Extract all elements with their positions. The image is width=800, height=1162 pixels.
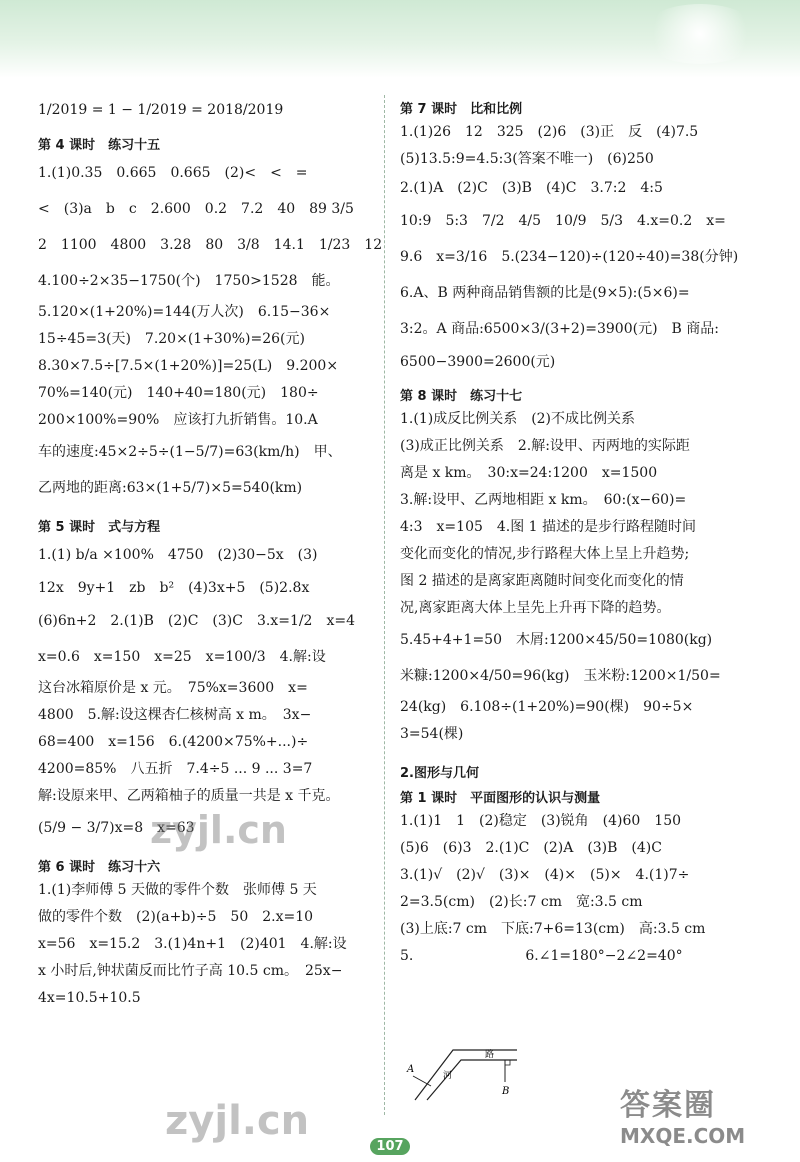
answer-line: 2.(1)A (2)C (3)B (4)C 3.7:2 4:5	[400, 180, 663, 196]
answer-line: 2=3.5(cm) (2)长:7 cm 宽:3.5 cm	[400, 894, 643, 910]
answer-line: 200×100%=90% 应该打九折销售。10.A	[38, 412, 318, 428]
road-river-diagram	[405, 1032, 525, 1102]
answer-line: 变化而变化的情况,步行路程大体上呈上升趋势;	[400, 546, 690, 562]
answer-line: 4:3 x=105 4.图 1 描述的是步行路程随时间	[400, 519, 697, 535]
answer-line: 68=400 x=156 6.(4200×75%+...)÷	[38, 734, 309, 750]
answer-line: 24(kg) 6.108÷(1+20%)=90(棵) 90÷5×	[400, 699, 694, 715]
answer-line: 12x 9y+1 zb b² (4)3x+5 (5)2.8x	[38, 580, 310, 596]
label-river: 河	[443, 1071, 453, 1081]
answer-line: 况,离家距离大体上呈先上升再下降的趋势。	[400, 600, 671, 616]
answer-line: 1.(1) b/a ×100% 4750 (2)30−5x (3)	[38, 547, 318, 563]
answer-line: (5)6 (6)3 2.(1)C (2)A (3)B (4)C	[400, 840, 662, 856]
lesson-heading-4: 第 4 课时 练习十五	[38, 138, 161, 153]
answer-line: 1.(1)成反比例关系 (2)不成比例关系	[400, 411, 636, 427]
answer-line: 3:2。A 商品:6500×3/(3+2)=3900(元) B 商品:	[400, 321, 719, 337]
answer-line: 1.(1)1 1 (2)稳定 (3)锐角 (4)60 150	[400, 813, 682, 829]
answer-line: 4200=85% 八五折 7.4÷5 ... 9 ... 3=7	[38, 761, 313, 777]
answer-line: 6500−3900=2600(元)	[400, 354, 556, 370]
answer-line: 米糠:1200×4/50=96(kg) 玉米粉:1200×1/50=	[400, 668, 721, 684]
label-a: A	[407, 1064, 415, 1075]
answer-line: 5.120×(1+20%)=144(万人次) 6.15−36×	[38, 304, 331, 320]
answer-line: 70%=140(元) 140+40=180(元) 180÷	[38, 385, 319, 401]
watermark-center: zyjl.cn	[150, 808, 287, 852]
answer-line: 6.A、B 两种商品销售额的比是(9×5):(5×6)=	[400, 285, 690, 301]
watermark-logo	[620, 1080, 780, 1155]
lesson-heading-6: 第 6 课时 练习十六	[38, 860, 161, 875]
answer-line: 3.解:设甲、乙两地相距 x km。 60:(x−60)=	[400, 492, 687, 508]
answer-line: 解:设原来甲、乙两箱柚子的质量一共是 x 千克。	[38, 788, 340, 804]
answer-line: 这台冰箱原价是 x 元。 75%x=3600 x=	[38, 680, 308, 696]
answer-line: 乙两地的距离:63×(1+5/7)×5=540(km)	[38, 480, 303, 496]
answer-line: 图 2 描述的是离家距离随时间变化而变化的情	[400, 573, 684, 589]
lesson-heading-geometry-1: 第 1 课时 平面图形的认识与测量	[400, 791, 601, 806]
column-divider	[384, 95, 385, 1115]
page-number: 107	[370, 1138, 410, 1155]
answer-line: 2 1100 4800 3.28 80 3/8 14.1 1/23 12	[38, 237, 383, 253]
answer-line: 3=54(棵)	[400, 726, 464, 742]
answer-line: 10:9 5:3 7/2 4/5 10/9 5/3 4.x=0.2 x=	[400, 213, 726, 229]
answer-line: x 小时后,钟状菌反而比竹子高 10.5 cm。 25x−	[38, 963, 343, 979]
label-b: B	[502, 1086, 510, 1097]
answer-line: x=0.6 x=150 x=25 x=100/3 4.解:设	[38, 649, 326, 665]
answer-line: 8.30×7.5÷[7.5×(1+20%)]=25(L) 9.200×	[38, 358, 339, 374]
left-column	[38, 92, 383, 1012]
answer-line: 4x=10.5+10.5	[38, 990, 141, 1006]
answer-line: 4.100÷2×35−1750(个) 1750>1528 能。	[38, 273, 340, 289]
answer-line: 1.(1)26 12 325 (2)6 (3)正 反 (4)7.5	[400, 124, 699, 140]
section-heading: 2.图形与几何	[400, 766, 479, 781]
logo-site: MXQE.COM	[620, 1124, 746, 1148]
answer-line: 5. 6.∠1=180°−2∠2=40°	[400, 948, 683, 964]
answer-line: (3)上底:7 cm 下底:7+6=13(cm) 高:3.5 cm	[400, 921, 706, 937]
answer-line: 车的速度:45×2÷5÷(1−5/7)=63(km/h) 甲、	[38, 444, 342, 460]
answer-line: 1/2019 = 1 − 1/2019 = 2018/2019	[38, 102, 284, 118]
answer-line: < (3)a b c 2.600 0.2 7.2 40 89 3/5	[38, 201, 354, 217]
answer-line: (5)13.5:9=4.5:3(答案不唯一) (6)250	[400, 151, 654, 167]
answer-line: 1.(1)0.35 0.665 0.665 (2)< < =	[38, 165, 308, 181]
answer-line: 做的零件个数 (2)(a+b)÷5 50 2.x=10	[38, 909, 314, 925]
answer-line: x=56 x=15.2 3.(1)4n+1 (2)401 4.解:设	[38, 936, 347, 952]
label-road: 路	[485, 1050, 495, 1060]
answer-line: 离是 x km。 30:x=24:1200 x=1500	[400, 465, 658, 481]
answer-line: 3.(1)√ (2)√ (3)× (4)× (5)× 4.(1)7÷	[400, 867, 690, 883]
answer-line: (6)6n+2 2.(1)B (2)C (3)C 3.x=1/2 x=4	[38, 613, 356, 629]
watermark-bottom: zyjl.cn	[165, 1098, 310, 1144]
header-banner	[0, 0, 800, 78]
lesson-heading-8: 第 8 课时 练习十七	[400, 389, 523, 404]
answer-line: 9.6 x=3/16 5.(234−120)÷(120÷40)=38(分钟)	[400, 249, 739, 265]
answer-line: 1.(1)李师傅 5 天做的零件个数 张师傅 5 天	[38, 882, 317, 898]
answer-line: 5.45+4+1=50 木屑:1200×45/50=1080(kg)	[400, 632, 713, 648]
lesson-heading-7: 第 7 课时 比和比例	[400, 102, 523, 117]
answer-line: 4800 5.解:设这棵杏仁核树高 x m。 3x−	[38, 707, 312, 723]
lesson-heading-5: 第 5 课时 式与方程	[38, 520, 161, 535]
answer-line: 15÷45=3(天) 7.20×(1+30%)=26(元)	[38, 331, 305, 347]
answer-line: (5/9 − 3/7)x=8 x=63	[38, 820, 195, 836]
right-column	[400, 92, 739, 970]
logo-text: 答案圈	[620, 1088, 716, 1123]
answer-line: (3)成正比例关系 2.解:设甲、丙两地的实际距	[400, 438, 690, 454]
